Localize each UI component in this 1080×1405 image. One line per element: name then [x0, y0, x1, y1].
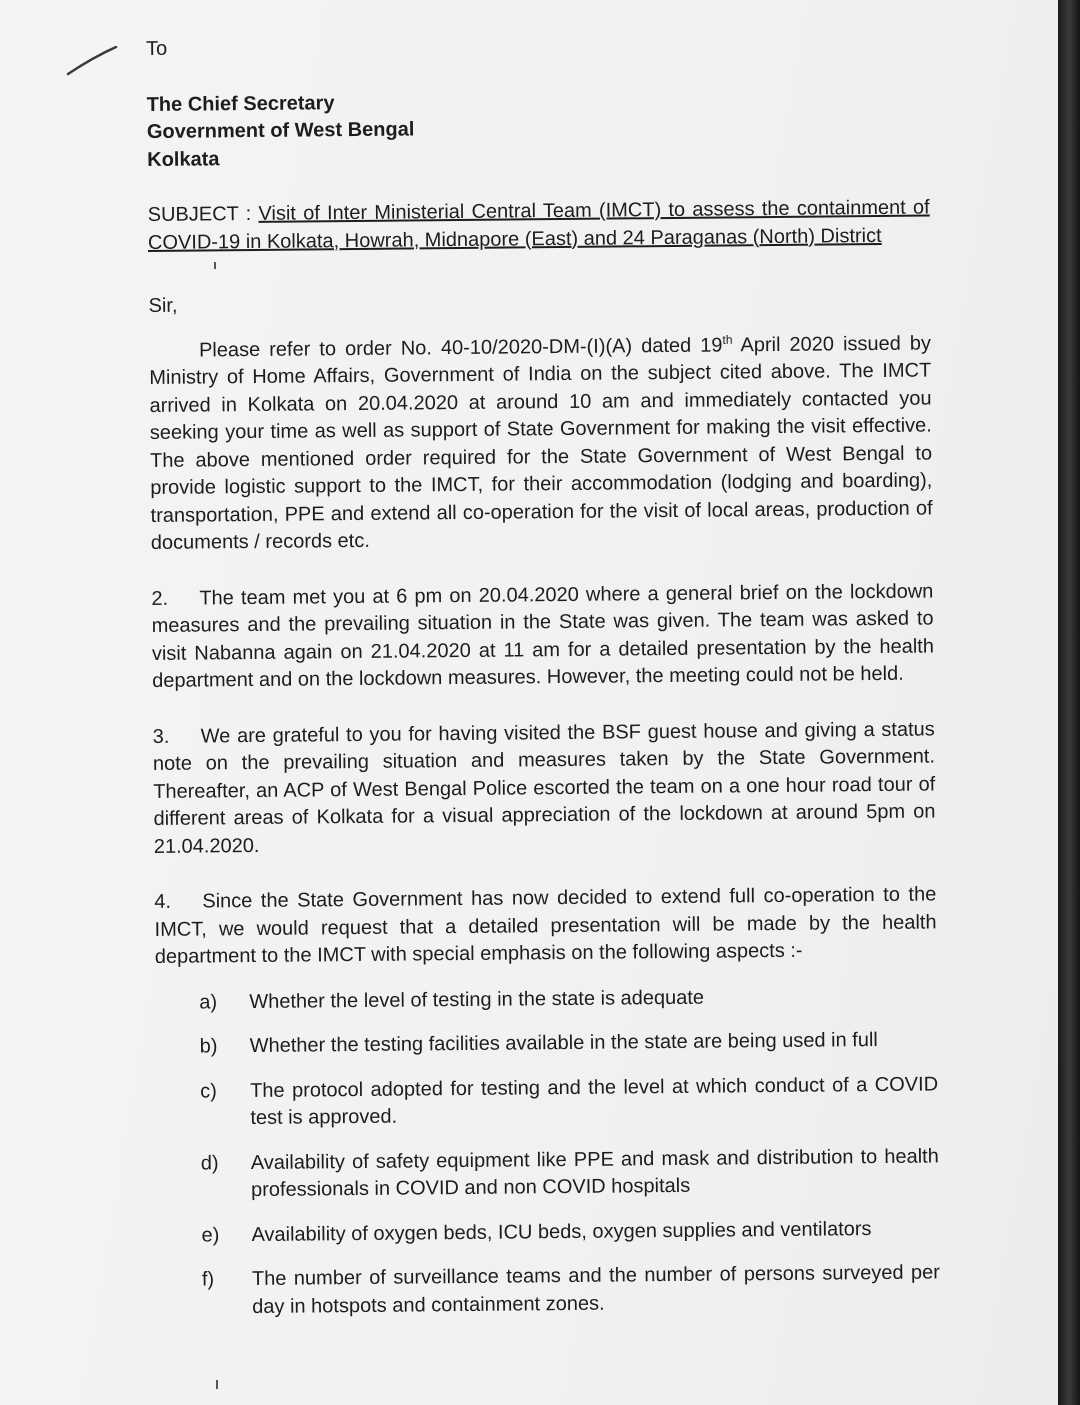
- subject-label: SUBJECT :: [147, 202, 252, 226]
- paragraph-number: 2.: [151, 587, 169, 610]
- paragraph-3-text: We are grateful to you for having visited the BSF guest house and giving a status note on the prevailing situation and measures taken by the State Government. Thereafter, an ACP of West Bengal Police escorted the team on a one hour road tour of different areas of Kolkata for a visual appreciation of the lockdown at around 5pm on 21.04.2020.: [152, 717, 936, 858]
- paragraph-1: [149, 330, 933, 557]
- paragraph-2: [151, 578, 934, 696]
- aspects-list: [199, 982, 940, 1322]
- list-item: [202, 1259, 940, 1321]
- addressee-block: [147, 84, 930, 174]
- list-item-text: Availability of oxygen beds, ICU beds, oxygen supplies and ventilators: [251, 1217, 872, 1246]
- background-edge: [1058, 0, 1080, 1405]
- list-item-label: f): [201, 1268, 215, 1291]
- subject-text: Visit of Inter Ministerial Central Team (IMCT) to assess the containment of COVID-19 in Kolkata, Howrah, Midnapore (East) and 24 Paraganas (North) District: [147, 196, 930, 254]
- list-item: [200, 1026, 938, 1061]
- list-item: [200, 1071, 938, 1133]
- paragraph-1-start: Please refer to order No. 40-10/2020-DM-(I)(A) dated 19: [198, 333, 723, 362]
- list-item-label: d): [200, 1151, 219, 1175]
- paragraph-4-text: Since the State Government has now decided to extend full co-operation to the IMCT, we would request that a detailed presentation will be made by the health department to the IMCT with special emphasis on the following aspects :-: [154, 883, 937, 968]
- list-item-label: a): [199, 990, 218, 1014]
- addressee-line: The Chief Secretary: [146, 91, 335, 116]
- list-item-label: e): [201, 1223, 220, 1247]
- paragraph-3: [153, 716, 936, 861]
- list-item-text: Whether the testing facilities available in the state are being used in full: [249, 1029, 878, 1058]
- list-item: [201, 1215, 939, 1250]
- to-line: To: [146, 37, 168, 60]
- paragraph-2-text: The team met you at 6 pm on 20.04.2020 where a general brief on the lockdown measures and the prevailing situation in the State was given. The team was asked to visit Nabanna again on 21.04.2020 at 11 am for a detailed presentation by the health department and on the lockdown measures. However, the meeting could not be held.: [151, 579, 934, 692]
- ordinal-suffix: th: [722, 332, 733, 347]
- ink-speck: [214, 262, 216, 269]
- salutation: Sir,: [148, 294, 178, 317]
- list-item: [199, 982, 937, 1017]
- pencil-tick-mark: [66, 46, 118, 76]
- paragraph-number: 3.: [152, 725, 170, 748]
- paragraph-4: [154, 881, 937, 971]
- list-item-text: The protocol adopted for testing and the level at which conduct of a COVID test is approved.: [250, 1072, 939, 1130]
- list-item-text: Availability of safety equipment like PPE and mask and distribution to health professionals in COVID and non COVID hospitals: [250, 1144, 939, 1202]
- paragraph-1-rest: April 2020 issued by Ministry of Home Affairs, Government of India on the subject cited above. The IMCT arrived in Kolkata on 20.04.2020 at around 10 am and immediately contacted you seeking your time as well as support of State Government for making the visit effective. The above mentioned order required for the State Government of West Bengal to provide logistic support to the IMCT, for their accommodation (lodging and boarding), transportation, PPE and extend all co-operation for the visit of local areas, production of documents / records etc.: [149, 331, 933, 554]
- list-item-label: b): [199, 1035, 218, 1058]
- list-item-text: Whether the level of testing in the state is adequate: [249, 986, 705, 1013]
- list-item-text: The number of surveillance teams and the number of persons surveyed per day in hotspots and containment zones.: [251, 1261, 941, 1318]
- list-item: [201, 1143, 939, 1205]
- subject-line: [148, 194, 930, 257]
- letter-body: [146, 28, 940, 1338]
- ink-speck: [216, 1380, 218, 1389]
- addressee-line: Kolkata: [147, 147, 220, 171]
- addressee-line: Government of West Bengal: [146, 118, 415, 143]
- paragraph-number: 4.: [154, 890, 172, 913]
- list-item-label: c): [200, 1079, 217, 1103]
